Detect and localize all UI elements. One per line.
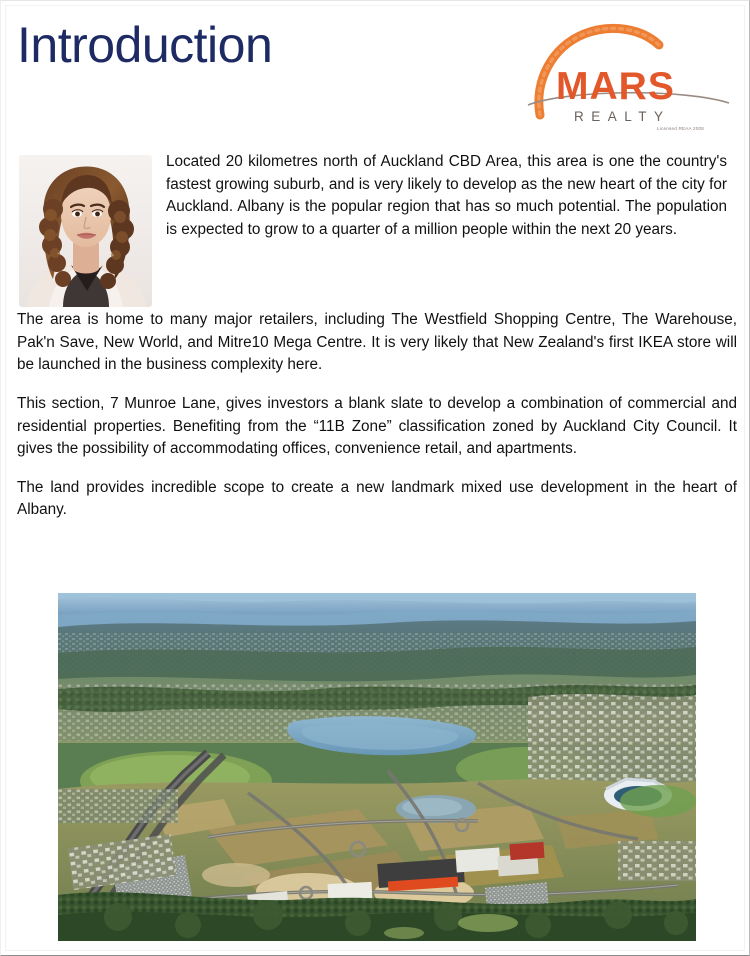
logo-fine-print: Licensed REAA 2008 [657,126,705,131]
body-copy [1,309,749,522]
aerial-photo [58,593,696,941]
paragraph-section-zoning: This section, 7 Munroe Lane, gives investors a blank slate to develop a combination of commercial and residential properties. Benefiting from the “11B Zone” classification zoned by Auckland City Council. It gives the possibility of accommodating offices, convenience retail, and apartments. [17,394,737,458]
page-title: Introduction [17,17,273,73]
page-header [1,1,749,151]
paragraph-retailers: The area is home to many major retailers, including The Westfield Shopping Centre, The Warehouse, Pak'n Save, New World, and Mitre10 Mega Centre. It is very likely that New Zealand's first IKEA store will be launched in the business complexity here. [17,311,737,374]
mars-realty-logo [526,23,731,133]
intro-paragraph: Located 20 kilometres north of Auckland CBD Area, this area is one the country's fastest growing suburb, and is very likely to develop as the new heart of the city for Auckland. Albany is the popular region that has so much potential. The population is expected to grow to a quarter of a million people within the next 20 years. [166,153,727,238]
avatar [19,155,152,307]
logo-wordmark: MARS [556,65,675,108]
intro-section [1,151,749,242]
logo-subbrand: REALTY [574,109,671,124]
paragraph-landmark: The land provides incredible scope to create a new landmark mixed use development in the heart of Albany. [17,478,737,519]
